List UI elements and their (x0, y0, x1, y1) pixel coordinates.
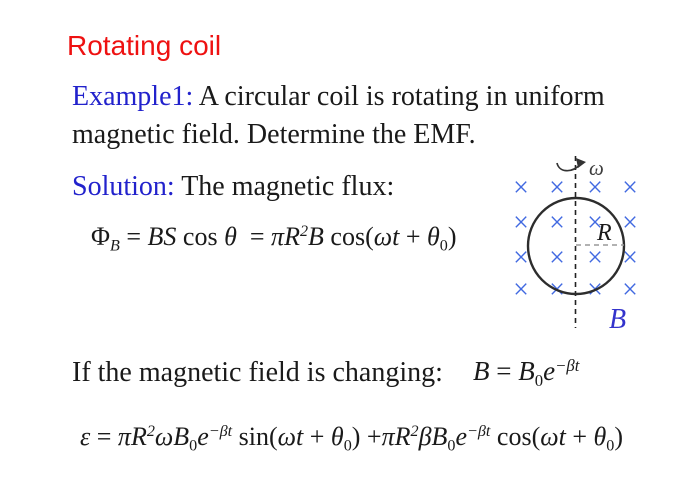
formula-token: Φ (91, 222, 111, 251)
formula-token: 2 (410, 423, 419, 441)
formula-token: 0 (189, 437, 198, 455)
field-into-page-cross: × (587, 207, 603, 239)
formula-token: ωt (277, 422, 304, 451)
formula-token: B (110, 237, 120, 255)
field-into-page-cross: × (622, 274, 638, 306)
formula-token: ) (351, 422, 367, 451)
formula-token: + (366, 422, 382, 451)
formula-token: ) (614, 422, 624, 451)
emf-formula (80, 422, 623, 456)
formula-token: π (381, 422, 395, 451)
formula-token: R (394, 422, 411, 451)
example-label: Example1: (72, 81, 194, 112)
formula-token: 2 (146, 423, 155, 441)
example-text-line2: magnetic field. Determine the EMF. (72, 119, 476, 150)
formula-token: BS (147, 222, 177, 251)
field-into-page-cross: × (622, 242, 638, 274)
solution-line (72, 168, 394, 206)
formula-token: cos (176, 222, 225, 251)
formula-token: ωt (540, 422, 566, 451)
omega-label: ω (589, 156, 604, 180)
field-into-page-cross: × (587, 242, 603, 274)
changing-text-label: If the magnetic field is changing: (72, 357, 443, 388)
formula-token: = (236, 222, 272, 251)
radius-label: R (597, 220, 612, 246)
formula-token: e (455, 422, 468, 451)
formula-token: 0 (439, 237, 448, 255)
flux-formula (91, 222, 457, 256)
formula-token: = (489, 356, 519, 387)
field-into-page-cross: × (549, 274, 565, 306)
formula-token: β (418, 422, 432, 451)
formula-token: −βt (467, 423, 491, 441)
formula-token: + (565, 422, 594, 451)
slide-title: Rotating coil (67, 30, 222, 61)
field-into-page-cross: × (549, 242, 565, 274)
field-into-page-cross: × (513, 242, 529, 274)
formula-token: −βt (208, 423, 233, 441)
field-into-page-cross: × (622, 172, 638, 204)
formula-token: B (473, 356, 490, 387)
formula-token: e (543, 356, 556, 387)
formula-token: = (90, 422, 118, 451)
formula-token: B (308, 222, 324, 251)
formula-token: π (271, 222, 285, 251)
field-into-page-cross: × (513, 207, 529, 239)
formula-token: 0 (447, 437, 456, 455)
formula-token: θ (593, 422, 607, 451)
formula-token: θ (224, 222, 237, 251)
formula-token: + (399, 222, 428, 251)
solution-text: The magnetic flux: (174, 171, 395, 202)
formula-token: cos( (490, 422, 541, 451)
formula-token: θ (330, 422, 344, 451)
formula-token: 2 (299, 223, 309, 241)
formula-token: ω (154, 422, 174, 451)
formula-token: 0 (606, 437, 615, 455)
field-into-page-cross: × (587, 172, 603, 204)
formula-token: ) (447, 222, 457, 251)
changing-text (72, 354, 443, 392)
formula-token: π (117, 422, 131, 451)
formula-token: sin( (232, 422, 278, 451)
field-diagram (498, 150, 686, 338)
formula-token: R (130, 422, 147, 451)
formula-token: R (284, 222, 300, 251)
field-label: B (609, 304, 627, 335)
formula-token: = (119, 222, 148, 251)
formula-token: cos( (323, 222, 374, 251)
field-into-page-cross: × (587, 274, 603, 306)
field-into-page-cross: × (513, 274, 529, 306)
formula-token: ωt (373, 222, 400, 251)
formula-token: ε (80, 422, 91, 451)
formula-token: B (173, 422, 190, 451)
formula-token: B (518, 356, 535, 387)
formula-token: 0 (534, 371, 544, 391)
example-paragraph (72, 78, 605, 154)
example-text-line1: A circular coil is rotating in uniform (193, 81, 605, 112)
formula-token: e (197, 422, 209, 451)
field-into-page-cross: × (549, 207, 565, 239)
field-into-page-cross: × (549, 172, 565, 204)
bfield-formula (473, 356, 579, 391)
formula-token: −βt (555, 356, 580, 375)
formula-token: B (431, 422, 448, 451)
formula-token: θ (427, 222, 440, 251)
solution-label: Solution: (72, 171, 175, 202)
formula-token: + (303, 422, 331, 451)
field-into-page-cross: × (513, 172, 529, 204)
formula-token: 0 (343, 437, 352, 455)
field-into-page-cross: × (622, 207, 638, 239)
